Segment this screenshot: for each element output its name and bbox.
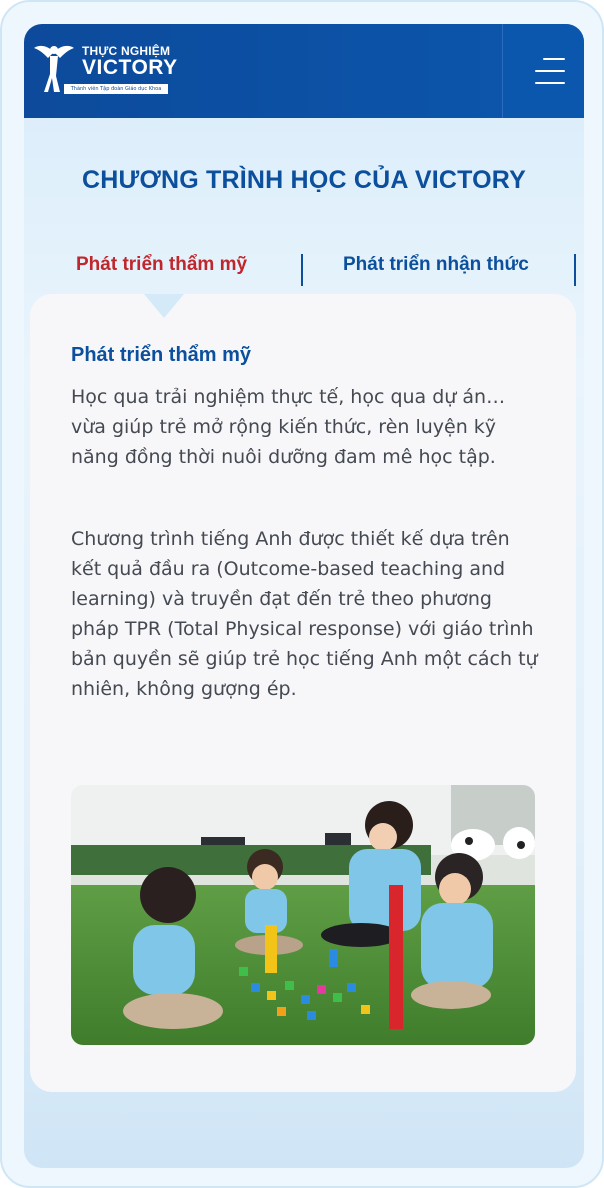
hamburger-menu-icon[interactable] xyxy=(535,58,565,84)
card-paragraph: Học qua trải nghiệm thực tế, học qua dự án… vừa giúp trẻ mở rộng kiến thức, rèn luyện kỹ năng đồng thời nuôi dưỡng đam mê học tập. xyxy=(71,386,506,468)
tab-aesthetic-development[interactable]: Phát triển thẩm mỹ xyxy=(76,254,248,275)
tab-cognitive-development[interactable]: Phát triển nhận thức xyxy=(343,254,529,275)
tab-divider xyxy=(301,254,303,286)
classroom-photo xyxy=(71,785,535,1045)
program-card xyxy=(30,294,576,1092)
card-pointer xyxy=(144,294,184,318)
mobile-screen xyxy=(24,24,584,1168)
logo-tagline: Thành viên Tập đoàn Giáo dục Khoa xyxy=(64,84,168,94)
card-paragraph: Chương trình tiếng Anh được thiết kế dựa trên kết quả đầu ra (Outcome-based teaching and learning) và truyền đạt đến trẻ theo phương pháp TPR (Total Physical response) với giáo trình bản quyền sẽ giúp trẻ học tiếng Anh một cách tự nhiên, không gượng ép. xyxy=(71,528,538,700)
menu-area xyxy=(502,24,584,118)
logo-text-top: THỰC NGHIỆM xyxy=(82,44,171,58)
site-header xyxy=(24,24,584,118)
card-heading: Phát triển thẩm mỹ xyxy=(71,344,252,366)
victory-logo[interactable] xyxy=(34,40,178,100)
logo-text-main: VICTORY xyxy=(82,56,178,79)
tab-divider xyxy=(574,254,576,286)
section-title: CHƯƠNG TRÌNH HỌC CỦA VICTORY xyxy=(82,166,526,194)
program-tabs xyxy=(24,248,584,288)
